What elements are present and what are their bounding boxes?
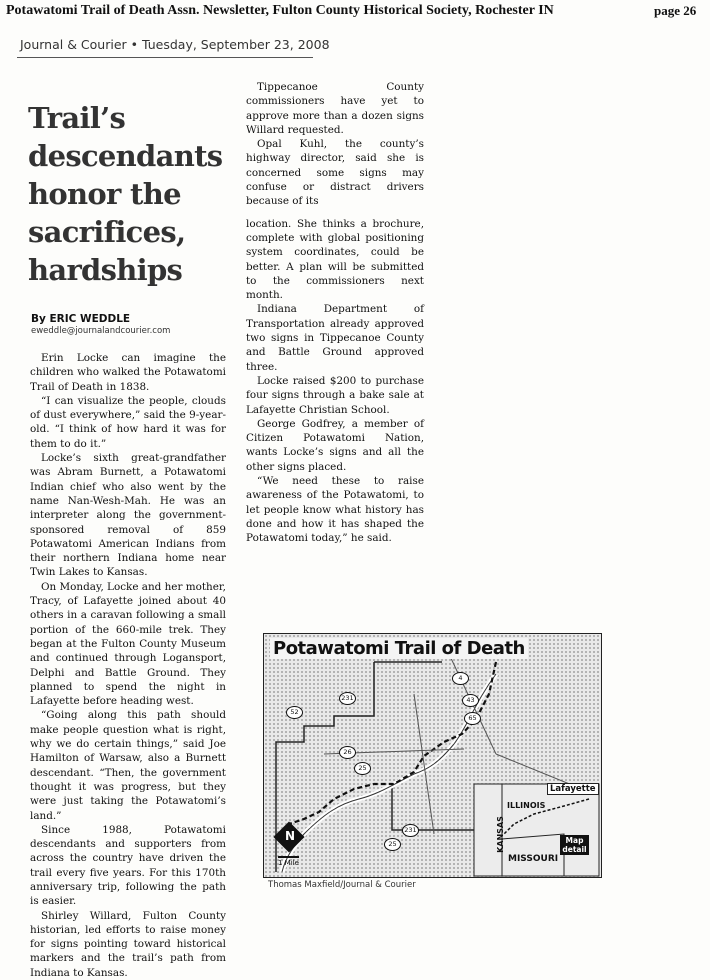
dateline-rule xyxy=(17,57,313,58)
paragraph: “Going along this path should make people question what is right, why we do certain things,” said Joe Hamilton of Warsaw, also a Burnett descendant. “Then, the government thought it was progress, but they were just taking the Potawatomi’s land.” xyxy=(30,709,226,822)
map-label-missouri: MISSOURI xyxy=(508,854,559,864)
byline-author: By ERIC WEDDLE xyxy=(31,313,131,325)
trail-route xyxy=(278,662,496,834)
paragraph: Tippecanoe County commissioners have yet to approve more than a dozen signs Willard requested. xyxy=(246,81,424,136)
paragraph: location. She thinks a brochure, complete with global positioning system coordinates, could be better. A plan will be submitted to the commissioners next month. xyxy=(246,217,424,302)
road-marker: 43 xyxy=(462,694,479,707)
county-boundary xyxy=(392,784,478,830)
paragraph: Locke raised $200 to purchase four signs through a bake sale at Lafayette Christian School. xyxy=(246,374,424,416)
map-title: Potawatomi Trail of Death xyxy=(270,638,528,659)
article-column-2 xyxy=(246,80,424,546)
paragraph: Erin Locke can imagine the children who walked the Potawatomi Trail of Death in 1838. xyxy=(30,352,226,393)
newsletter-source-line: Potawatomi Trail of Death Assn. Newsletter, Fulton County Historical Society, Rochester IN xyxy=(6,3,554,18)
road-marker: 25 xyxy=(384,838,401,851)
paragraph: Shirley Willard, Fulton County historian, led efforts to raise money for signs pointing toward historical markers and the trail’s path from Indiana to Kansas. xyxy=(30,909,226,979)
map-detail-callout: Map detail xyxy=(560,835,589,855)
paragraph: George Godfrey, a member of Citizen Potawatomi Nation, wants Locke’s signs and all the other signs placed. xyxy=(246,417,424,473)
column-gap xyxy=(246,209,424,217)
map-scale: 1 Mile xyxy=(278,856,299,867)
north-label: N xyxy=(285,829,296,843)
road-marker: 231 xyxy=(339,692,356,705)
map-label-illinois: ILLINOIS xyxy=(507,801,546,810)
map-label-lafayette: Lafayette xyxy=(547,783,599,795)
paragraph: Locke’s sixth great-grandfather was Abram Burnett, a Potawatomi Indian chief who also went by the name Nan-Wesh-Mah. He was an interpreter along the government-sponsored removal of 859 Potawatomi American Indians from their northern Indiana home near Twin Lakes to Kansas. xyxy=(30,452,226,579)
article-headline: Trail’s descendants honor the sacrifices, hardships xyxy=(28,101,223,287)
paragraph: Opal Kuhl, the county’s highway director, said she is concerned some signs may confuse or distract drivers because of its xyxy=(246,138,424,208)
page-number: page 26 xyxy=(654,3,697,18)
article-column-1 xyxy=(30,351,226,980)
road-marker: 26 xyxy=(339,746,356,759)
paragraph: “I can visualize the people, clouds of dust everywhere,” said the 9-year-old. “I think of how hard it was for them to do it.” xyxy=(30,394,226,450)
trail-map xyxy=(263,633,602,878)
road-marker: 52 xyxy=(286,706,303,719)
byline-email: eweddle@journalandcourier.com xyxy=(31,326,171,336)
paragraph: “We need these to raise awareness of the Potawatomi, to let people know what history has done and how it has shaped the Potawatomi today,” he said. xyxy=(246,475,424,545)
road-marker: 4 xyxy=(452,672,469,685)
road-marker: 25 xyxy=(354,762,371,775)
road-marker: 65 xyxy=(464,712,481,725)
paragraph: Since 1988, Potawatomi descendants and supporters from across the country have driven the trail every five years. For this 170th anniversary trip, following the path is easier. xyxy=(30,823,226,908)
road-marker: 231 xyxy=(402,824,419,837)
map-label-kansas: KANSAS xyxy=(495,816,505,853)
dateline: Journal & Courier • Tuesday, September 23, 2008 xyxy=(20,37,330,52)
map-credit: Thomas Maxfield/Journal & Courier xyxy=(268,880,416,890)
paragraph: On Monday, Locke and her mother, Tracy, of Lafayette joined about 40 others in a caravan following a small portion of the 660-mile trek. They began at the Fulton County Museum and continued through Logansport, Delphi and Battle Ground. They planned to spend the night in Lafayette before heading west. xyxy=(30,580,226,708)
map-graphic xyxy=(264,634,601,877)
paragraph: Indiana Department of Transportation already approved two signs in Tippecanoe County and Battle Ground approved three. xyxy=(246,303,424,373)
